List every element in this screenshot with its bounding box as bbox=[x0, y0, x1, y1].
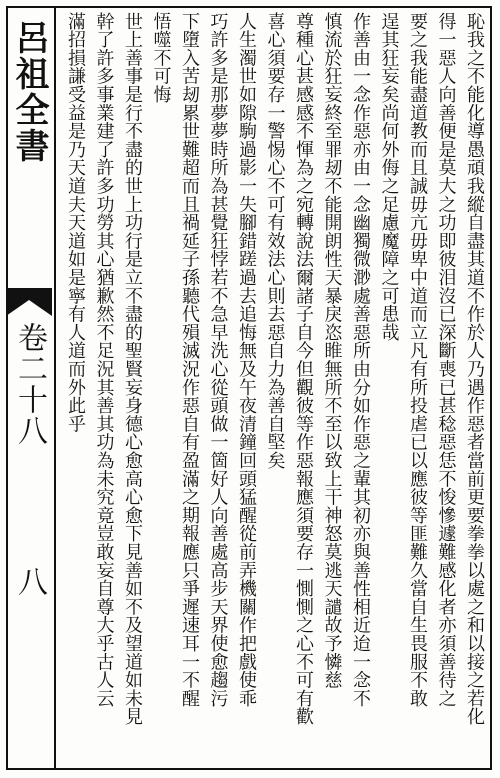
text-column: 悟噬不可悔 bbox=[150, 12, 172, 104]
main-text bbox=[58, 10, 488, 766]
text-column: 幹了許多事業建了許多功勞其心猶歉然不足況其善其功為未究竟豈敢妄自尊大乎古人云 bbox=[93, 12, 115, 708]
text-column: 滿招損謙受益是乃天道夫天道如是寧有人道而外此乎 bbox=[65, 12, 86, 433]
text-column: 下墮入苦刼累世難超而且禍延子孫聽代殞滅況作惡自有盈滿之期報應只爭遲速耳一不醒 bbox=[179, 12, 200, 708]
text-column: 巧許多是那夢夢時所為甚覺狂悖若不急早洗心從頭做一箇好人向善處高步天界使愈趨污 bbox=[207, 12, 229, 708]
title-gutter bbox=[6, 6, 56, 770]
text-column: 得一惡人向善便是莫大之功即彼泪沒已深斷喪已甚稔惡恁不悛慘遽難感化者亦須善待之 bbox=[435, 12, 457, 708]
text-column: 尊種心甚感感不惲為之宛轉說法爾諸子自今但觀彼等作惡報應須要存一惻惻之心不可有歡 bbox=[293, 12, 314, 726]
text-column: 慎流於狂妄終至罪刼不能開朗性天暴戾恣睢無所不至以致上干神怒莫逃天譴故予憐慈 bbox=[321, 12, 343, 690]
text-column: 逞其狂妄矣尚何外侮之足慮魔障之可患哉 bbox=[378, 12, 400, 342]
text-column: 恥我之不能化導愚頑我縱自盡其道不作於人乃遇作惡者當前更要拳拳以處之和以接之若化 bbox=[464, 12, 485, 726]
text-column: 作善由一念作惡亦由一念幽獨微渺處善惡所由分如作惡之輩其初亦與善性相近迨一念不 bbox=[350, 12, 371, 708]
text-column: 要之我能盡道教而且誠毋亢毋卑中道而立凡有所投虐已以應彼等匪難久當自生畏服不敢 bbox=[407, 12, 428, 708]
fishtail-mark-icon bbox=[6, 288, 52, 316]
text-column: 世上善事是行不盡的世上功行是立不盡的聖賢妄身德心愈高心愈下見善如不及望道如未見 bbox=[122, 12, 143, 726]
text-column bbox=[58, 10, 61, 766]
volume-label: 卷二十八 bbox=[12, 322, 47, 446]
text-column: 喜心須要存一警惕心不可有效法心則去惡自力為善自堅矣 bbox=[264, 12, 286, 470]
book-title: 呂祖全書 bbox=[9, 20, 49, 164]
text-column: 人生濁世如隙駒過影一失腳錯蹉過去追悔無及午夜清鐘回頭猛醒從前弄機關作把戲使乖 bbox=[236, 12, 257, 708]
page-number: 八 bbox=[12, 566, 47, 596]
